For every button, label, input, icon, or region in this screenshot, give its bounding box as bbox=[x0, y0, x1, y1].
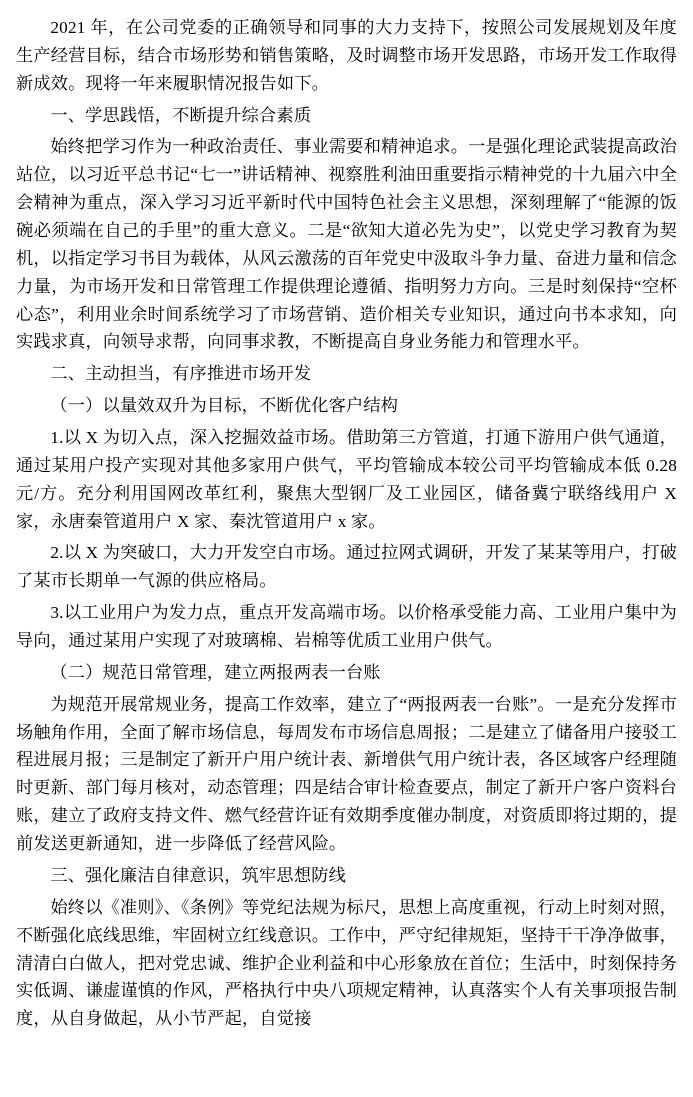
subheading-section-2-2: （二）规范日常管理，建立两报两表一台账 bbox=[50, 662, 381, 682]
heading-section-1: 一、学思践悟，不断提升综合素质 bbox=[50, 105, 312, 125]
heading-section-3: 三、强化廉洁自律意识，筑牢思想防线 bbox=[50, 865, 346, 885]
paragraph-section-1-body: 始终把学习作为一种政治责任、事业需要和精神追求。一是强化理论武装提高政治站位，以习近平总书记“七一”讲话精神、视察胜利油田重要指示精神党的十九届六中全会精神为重点，深入学习习近平新时代中国特色社会主义思想，深刻理解了“能源的饭碗必须端在自己的手里”的重大意义。二是“欲知大道必先为史”，以党史学习教育为契机，以指定学习书目为载体，从风云激荡的百年党史中汲取斗争力量、奋进力量和信念力量，为市场开发和日常管理工作提供理论遵循、指明努力方向。三是时刻保持“空杯心态”，利用业余时间系统学习了市场营销、造价相关专业知识，通过向书本求知，向实践求真，向领导求帮，向同事求教，不断提高自身业务能力和管理水平。 bbox=[16, 137, 677, 352]
paragraph-section-2-item-1: 1.以 X 为切入点，深入挖掘效益市场。借助第三方管道，打通下游用户供气通道，通过某用户投产实现对其他多家用户供气，平均管输成本较公司平均管输成本低 0.28 元/方。充分利用国网改革红利，聚焦大型钢厂及工业园区，储备冀宁联络线用户 X 家，永唐秦管道用户 X 家、秦沈管道用户 x 家。 bbox=[16, 428, 677, 531]
paragraph-section-2-item-2: 2.以 X 为突破口，大力开发空白市场。通过拉网式调研，开发了某某等用户，打破了某市长期单一气源的供应格局。 bbox=[16, 543, 677, 591]
paragraph-section-2-sub-2-body: 为规范开展常规业务，提高工作效率，建立了“两报两表一台账”。一是充分发挥市场触角作用，全面了解市场信息，每周发布市场信息周报；二是建立了储备用户接驳工程进展月报；三是制定了新开户用户统计表、新增供气用户统计表，各区域客户经理随时更新、部门每月核对，动态管理；四是结合审计检查要点，制定了新开户客户资料台账，建立了政府支持文件、燃气经营许证有效期季度催办制度，对资质即将过期的，提前发送更新通知，进一步降低了经营风险。 bbox=[16, 694, 677, 854]
heading-section-2: 二、主动担当，有序推进市场开发 bbox=[50, 364, 312, 384]
paragraph-intro: 2021 年，在公司党委的正确领导和同事的大力支持下，按照公司发展规划及年度生产经营目标，结合市场形势和销售策略，及时调整市场开发思路，市场开发工作取得新成效。现将一年来履职情况报告如下。 bbox=[16, 18, 677, 93]
paragraph-section-3-body: 始终以《准则》、《条例》等党纪法规为标尺，思想上高度重视，行动上时刻对照，不断强化底线思维，牢固树立红线意识。工作中，严守纪律规矩，坚持干干净净做事，清清白白做人，把对党忠诚、维护企业利益和中心形象放在首位；生活中，时刻保持务实低调、谦虚谨慎的作风，严格执行中央八项规定精神，认真落实个人有关事项报告制度，从自身做起，从小节严起，自觉接 bbox=[16, 897, 677, 1029]
subheading-section-2-1: （一）以量效双升为目标，不断优化客户结构 bbox=[50, 396, 399, 416]
paragraph-section-2-item-3: 3.以工业用户为发力点，重点开发高端市场。以价格承受能力高、工业用户集中为导向，通过某用户实现了对玻璃棉、岩棉等优质工业用户供气。 bbox=[16, 603, 677, 651]
